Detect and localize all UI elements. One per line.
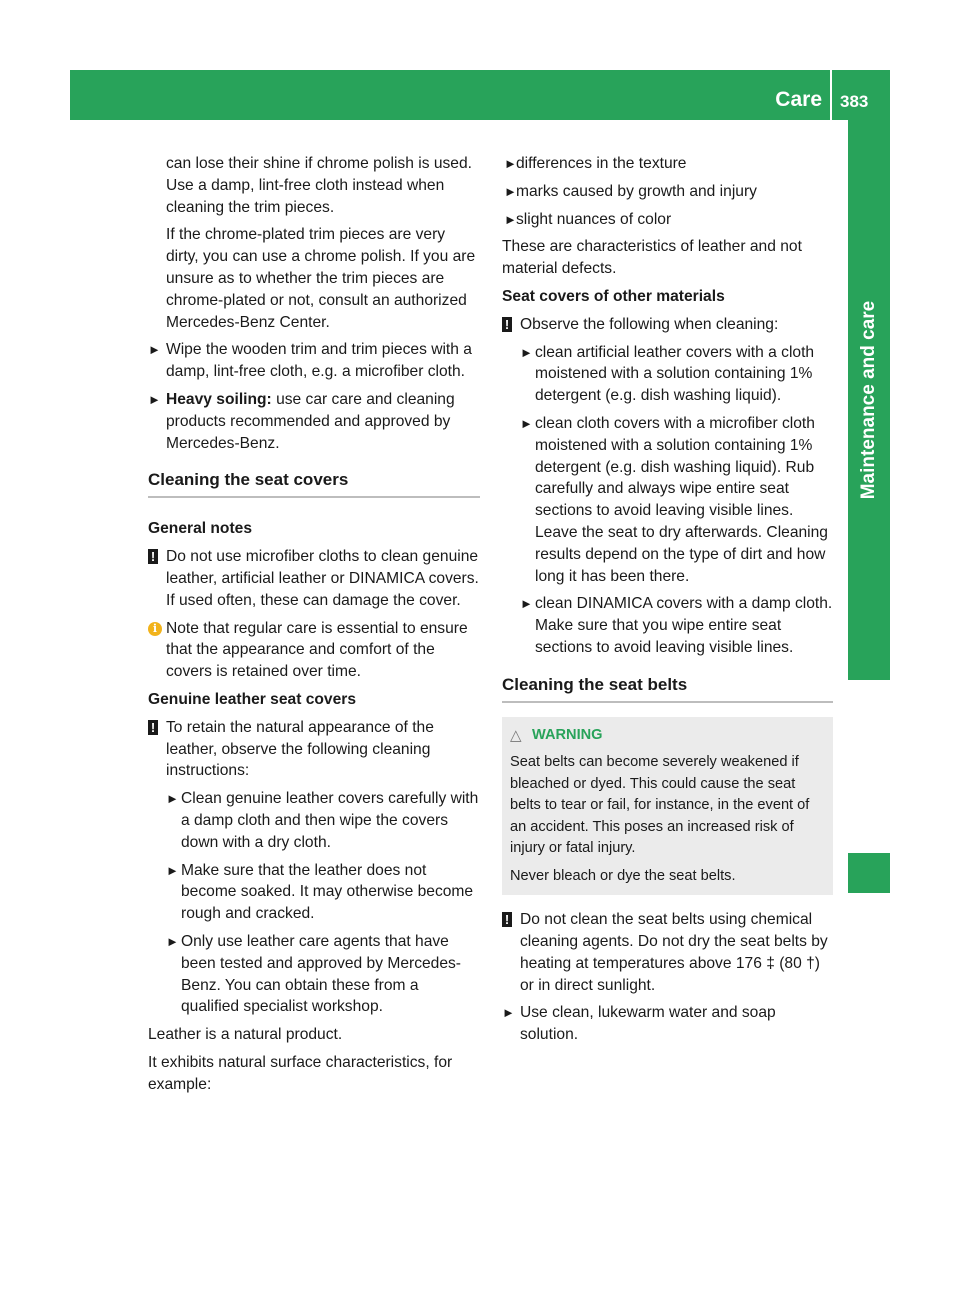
paragraph: can lose their shine if chrome polish is used. Use a damp, lint-free cloth instead when cleaning the trim pieces. — [166, 155, 472, 216]
exclamation-icon: ! — [502, 912, 512, 927]
header-divider — [830, 70, 832, 120]
arrow-icon: ► — [148, 391, 161, 407]
bullet-icon: ► — [520, 344, 533, 360]
list-item: ► clean cloth covers with a microfiber cloth moistened with a solution containing 1% detergent (e.g. dish washing liquid). Rub carefully and always wipe entire seat sections to avoid leaving visible lines. Leave the seat to dry afterwards. Cleaning results depend on the type of dirt and how long it has been there. — [520, 414, 828, 585]
info-note: i Note that regular care is essential to ensure that the appearance and comfort of the covers is retained over time. — [148, 618, 480, 683]
side-marker — [848, 853, 890, 893]
warning-text: Never bleach or dye the seat belts. — [510, 867, 736, 884]
side-tab-label: Maintenance and care — [858, 300, 880, 500]
arrow-icon: ► — [148, 342, 161, 358]
caution-note: ! Observe the following when cleaning: — [502, 314, 833, 336]
sub-heading: Seat covers of other materials — [502, 287, 725, 305]
paragraph: Leather is a natural product. — [148, 1026, 343, 1044]
left-column — [148, 153, 480, 1095]
sub-heading: Genuine leather seat covers — [148, 690, 357, 708]
instruction-step: ► Wipe the wooden trim and trim pieces with a damp, lint-free cloth, e.g. a microfiber cloth. — [148, 341, 472, 381]
warning-triangle-icon: △ — [510, 726, 522, 744]
list-item: ► differences in the texture — [502, 153, 833, 175]
bullet-icon: ► — [520, 596, 533, 612]
paragraph: It exhibits natural surface characteristics, for example: — [148, 1053, 453, 1093]
list-item: ► Only use leather care agents that have been tested and approved by Mercedes-Benz. You can obtain these from a qualified specialist workshop. — [166, 932, 462, 1016]
paragraph: If the chrome-plated trim pieces are very dirty, you can use a chrome polish. If you are unsure as to whether the trim pieces are chrome-plated or not, consult an authorized Mercedes-Benz Center. — [166, 226, 476, 331]
arrow-icon: ► — [502, 1005, 515, 1021]
list-item: ► marks caused by growth and injury — [502, 181, 833, 203]
section-heading: Cleaning the seat covers — [148, 468, 480, 498]
warning-box — [502, 717, 833, 896]
caution-note: ! Do not clean the seat belts using chemical cleaning agents. Do not dry the seat belts by heating at temperatures above 176 ‡ (80 †) or in direct sunlight. — [502, 909, 833, 996]
warning-title: △ WARNING — [510, 725, 825, 747]
list-item: ► slight nuances of color — [502, 209, 833, 231]
instruction-step: ► Heavy soiling: use car care and cleaning products recommended and approved by Mercedes-Benz. — [148, 390, 455, 452]
paragraph: These are characteristics of leather and not material defects. — [502, 238, 802, 278]
right-column — [502, 153, 833, 1046]
bullet-icon: ► — [504, 211, 517, 227]
exclamation-icon: ! — [148, 549, 158, 564]
instruction-step: ► Use clean, lukewarm water and soap solution. — [502, 1004, 776, 1044]
info-icon: i — [148, 622, 162, 636]
section-heading: Cleaning the seat belts — [502, 673, 833, 703]
exclamation-icon: ! — [502, 317, 512, 332]
caution-note: ! To retain the natural appearance of the leather, observe the following cleaning instructions: — [148, 717, 480, 782]
list-item: ► Clean genuine leather covers carefully with a damp cloth and then wipe the covers down with a dry cloth. — [166, 790, 479, 851]
list-item: ► clean DINAMICA covers with a damp cloth. Make sure that you wipe entire seat sections to avoid leaving visible lines. — [520, 595, 833, 656]
bullet-icon: ► — [504, 156, 517, 171]
list-item: ► Make sure that the leather does not become soaked. It may otherwise become rough and cracked. — [166, 861, 474, 923]
exclamation-icon: ! — [148, 720, 158, 735]
bullet-icon: ► — [520, 415, 533, 431]
list-item: ► clean artificial leather covers with a cloth moistened with a solution containing 1% detergent (e.g. dish washing liquid). — [520, 343, 815, 405]
section-title: Care — [775, 88, 822, 111]
caution-note: ! Do not use microfiber cloths to clean genuine leather, artificial leather or DINAMICA covers. If used often, these can damage the cover. — [148, 546, 480, 611]
bullet-icon: ► — [166, 791, 179, 807]
warning-text: Seat belts can become severely weakened if bleached or dyed. This could cause the seat belts to tear or fail, for instance, in the event of an accident. This poses an increased risk of injury or fatal injury. — [510, 754, 810, 857]
page-number: 383 — [840, 92, 869, 111]
bullet-icon: ► — [166, 933, 179, 949]
sub-heading: General notes — [148, 520, 252, 538]
header-bar — [70, 70, 890, 120]
bullet-icon: ► — [504, 183, 517, 199]
bullet-icon: ► — [166, 862, 179, 878]
